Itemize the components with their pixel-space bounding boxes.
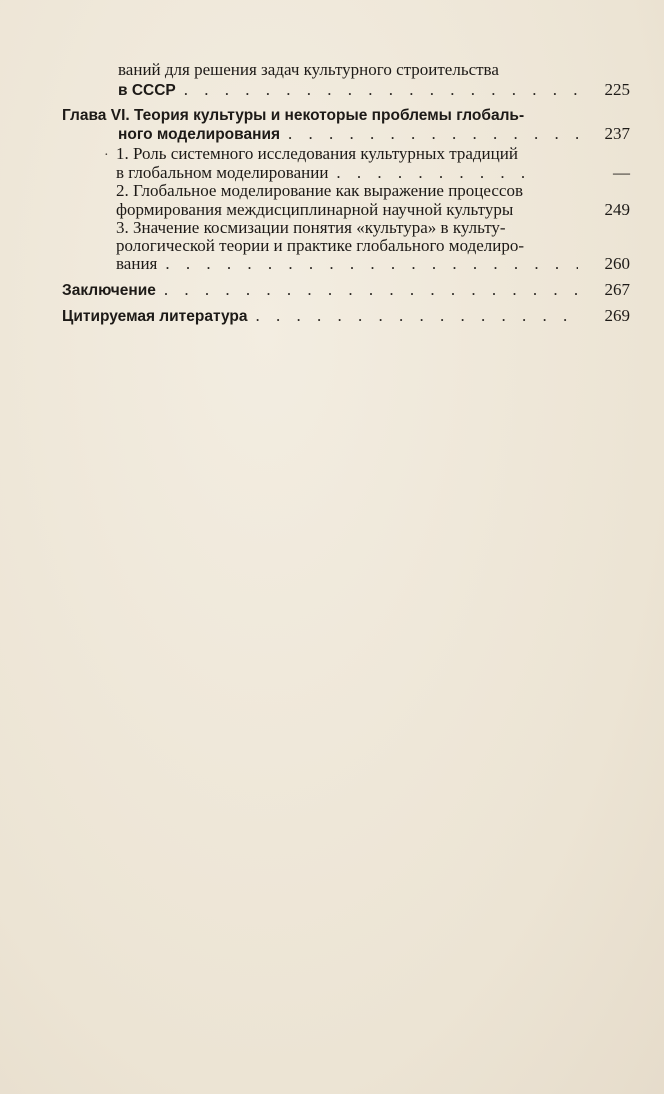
toc-references-page: 269: [604, 306, 630, 325]
toc-section2-page: 249: [604, 200, 630, 219]
toc-references-text: Цитируемая литература: [62, 308, 248, 325]
toc-section3-page: 260: [604, 254, 630, 273]
toc-section3-text: вания: [116, 254, 158, 273]
print-speck: ·: [104, 148, 109, 163]
leader-dots: [288, 124, 578, 144]
toc-section3-line3: [116, 254, 582, 274]
toc-conclusion-text: Заключение: [62, 282, 156, 299]
toc-chapter6-page: 237: [604, 124, 630, 143]
leader-dots: [184, 80, 578, 100]
toc-conclusion-page: 267: [604, 280, 630, 299]
leader-dots: [164, 280, 578, 300]
toc-section3-line2: рологической теории и практике глобального моделиро-: [116, 236, 525, 255]
toc-section1-line1: 1. Роль системного исследования культурных традиций: [116, 144, 518, 163]
toc-section3-line1: 3. Значение космизации понятия «культура» в культу-: [116, 218, 506, 237]
leader-dots: [165, 254, 578, 274]
toc-prev-section-text: в СССР: [118, 82, 176, 99]
toc-prev-section-line1: ваний для решения задач культурного строительства: [118, 60, 499, 79]
toc-prev-section-page: 225: [604, 80, 630, 99]
toc-section1-text: в глобальном моделировании: [116, 163, 329, 182]
toc-chapter6-title-line1: Глава VI. Теория культуры и некоторые проблемы глобаль-: [62, 107, 525, 124]
toc-prev-section-line2: [118, 80, 582, 101]
toc-section2-line2: формирования междисциплинарной научной культуры: [116, 200, 514, 219]
toc-section2-line1: 2. Глобальное моделирование как выражение процессов: [116, 181, 523, 200]
leader-dots: [255, 306, 578, 326]
toc-section1-page: —: [613, 163, 630, 182]
toc-chapter6-title-line2: [118, 124, 582, 145]
toc-references: [62, 306, 582, 327]
toc-chapter6-text: ного моделирования: [118, 126, 281, 143]
toc-conclusion: [62, 280, 582, 301]
toc-section1-line2: [116, 163, 540, 183]
leader-dots: [336, 163, 536, 183]
